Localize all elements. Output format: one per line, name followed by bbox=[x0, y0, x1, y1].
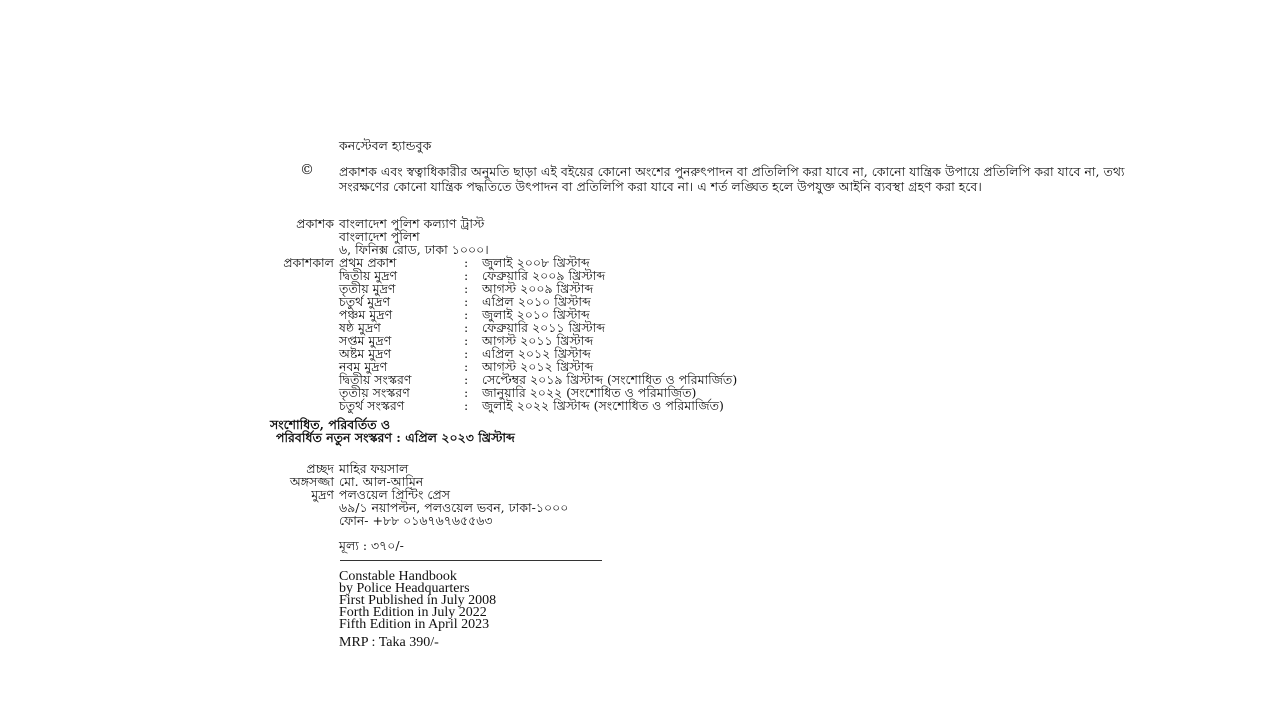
separator: : bbox=[464, 307, 469, 322]
separator: : bbox=[464, 398, 469, 413]
separator: : bbox=[464, 359, 469, 374]
edition-date: আগস্ট ২০১১ খ্রিস্টাব্দ bbox=[482, 333, 594, 348]
edition-title: দ্বিতীয় মুদ্রণ bbox=[339, 268, 398, 283]
separator: : bbox=[464, 281, 469, 296]
price: মূল্য : ৩৭০/- bbox=[339, 538, 404, 553]
edition-date: জুলাই ২০২২ খ্রিস্টাব্দ (সংশোধিত ও পরিমার্জিত) bbox=[482, 398, 724, 413]
publisher-label: প্রকাশক bbox=[296, 216, 334, 231]
edition-title: ষষ্ঠ মুদ্রণ bbox=[339, 320, 381, 335]
publisher-name: বাংলাদেশ পুলিশ কল্যাণ ট্রাস্ট bbox=[339, 216, 485, 231]
english-fourth-edition: Forth Edition in July 2022 bbox=[339, 605, 487, 620]
english-title: Constable Handbook bbox=[339, 569, 457, 584]
english-mrp: MRP : Taka 390/- bbox=[339, 635, 439, 650]
divider bbox=[340, 560, 602, 561]
printing-label: মুদ্রণ bbox=[311, 487, 334, 502]
new-edition-date: পরিবর্ধিত নতুন সংস্করণ : এপ্রিল ২০২৩ খ্রিস্টাব্দ bbox=[276, 430, 515, 445]
edition-date: এপ্রিল ২০১০ খ্রিস্টাব্দ bbox=[482, 294, 591, 309]
separator: : bbox=[464, 372, 469, 387]
new-edition-heading: সংশোধিত, পরিবর্তিত ও bbox=[270, 417, 391, 432]
separator: : bbox=[464, 268, 469, 283]
printer-name: পলওয়েল প্রিন্টিং প্রেস bbox=[339, 487, 451, 502]
copyright-notice: প্রকাশক এবং স্বত্বাধিকারীর অনুমতি ছাড়া এই বইয়ের কোনো অংশের পুনরুৎপাদন বা প্রতিলিপি করা যাবে না, কোনো যান্ত্রিক উপায়ে প্রতিলিপি করা যাবে না, তথ্য সংরক্ষণের কোনো যান্ত্রিক পদ্ধতিতে উৎপাদন বা প্রতিলিপি করা যাবে না। এ শর্ত লঙ্ঘিত হলে উপযুক্ত আইনি ব্যবস্থা গ্রহণ করা হবে। bbox=[339, 164, 1125, 194]
edition-title: সপ্তম মুদ্রণ bbox=[339, 333, 392, 348]
copyright-icon: © bbox=[300, 162, 314, 178]
edition-date: সেপ্টেম্বর ২০১৯ খ্রিস্টাব্দ (সংশোধিত ও পরিমার্জিত) bbox=[482, 372, 738, 387]
edition-title: প্রথম প্রকাশ bbox=[339, 255, 397, 270]
separator: : bbox=[464, 385, 469, 400]
edition-date: জুলাই ২০১০ খ্রিস্টাব্দ bbox=[482, 307, 590, 322]
book-title: কনস্টেবল হ্যান্ডবুক bbox=[339, 138, 432, 153]
printer-phone: ফোন- +৮৮ ০১৬৭৬৭৬৫৫৬৩ bbox=[339, 513, 493, 528]
separator: : bbox=[464, 255, 469, 270]
edition-title: পঞ্চম মুদ্রণ bbox=[339, 307, 393, 322]
edition-date: আগস্ট ২০১২ খ্রিস্টাব্দ bbox=[482, 359, 594, 374]
edition-title: দ্বিতীয় সংস্করণ bbox=[339, 372, 412, 387]
edition-date: ফেব্রুয়ারি ২০১১ খ্রিস্টাব্দ bbox=[482, 320, 606, 335]
cover-designer: মাহির ফয়সাল bbox=[339, 461, 409, 476]
separator: : bbox=[464, 294, 469, 309]
edition-date: আগস্ট ২০০৯ খ্রিস্টাব্দ bbox=[482, 281, 594, 296]
edition-title: চতুর্থ মুদ্রণ bbox=[339, 294, 390, 309]
english-fifth-edition: Fifth Edition in April 2023 bbox=[339, 617, 490, 632]
separator: : bbox=[464, 320, 469, 335]
separator: : bbox=[464, 346, 469, 361]
publisher-org: বাংলাদেশ পুলিশ bbox=[339, 229, 420, 244]
edition-date: জুলাই ২০০৮ খ্রিস্টাব্দ bbox=[482, 255, 590, 270]
edition-title: চতুর্থ সংস্করণ bbox=[339, 398, 405, 413]
publication-label: প্রকাশকাল bbox=[283, 255, 334, 270]
layout-label: অঙ্গসজ্জা bbox=[289, 474, 334, 489]
edition-date: জানুয়ারি ২০২২ (সংশোধিত ও পরিমার্জিত) bbox=[482, 385, 697, 400]
separator: : bbox=[464, 333, 469, 348]
english-first-published: First Published in July 2008 bbox=[339, 593, 497, 608]
edition-date: এপ্রিল ২০১২ খ্রিস্টাব্দ bbox=[482, 346, 591, 361]
edition-title: তৃতীয় সংস্করণ bbox=[339, 385, 410, 400]
edition-title: নবম মুদ্রণ bbox=[339, 359, 388, 374]
edition-title: তৃতীয় মুদ্রণ bbox=[339, 281, 396, 296]
layout-designer: মো. আল-আমিন bbox=[339, 474, 424, 489]
english-author: by Police Headquarters bbox=[339, 581, 470, 596]
edition-title: অষ্টম মুদ্রণ bbox=[339, 346, 392, 361]
publisher-address: ৬, ফিনিক্স রোড, ঢাকা ১০০০। bbox=[339, 242, 489, 257]
printer-address: ৬৯/১ নয়াপল্টন, পলওয়েল ভবন, ঢাকা-১০০০ bbox=[339, 500, 569, 515]
edition-date: ফেব্রুয়ারি ২০০৯ খ্রিস্টাব্দ bbox=[482, 268, 606, 283]
cover-label: প্রচ্ছদ bbox=[306, 461, 334, 476]
